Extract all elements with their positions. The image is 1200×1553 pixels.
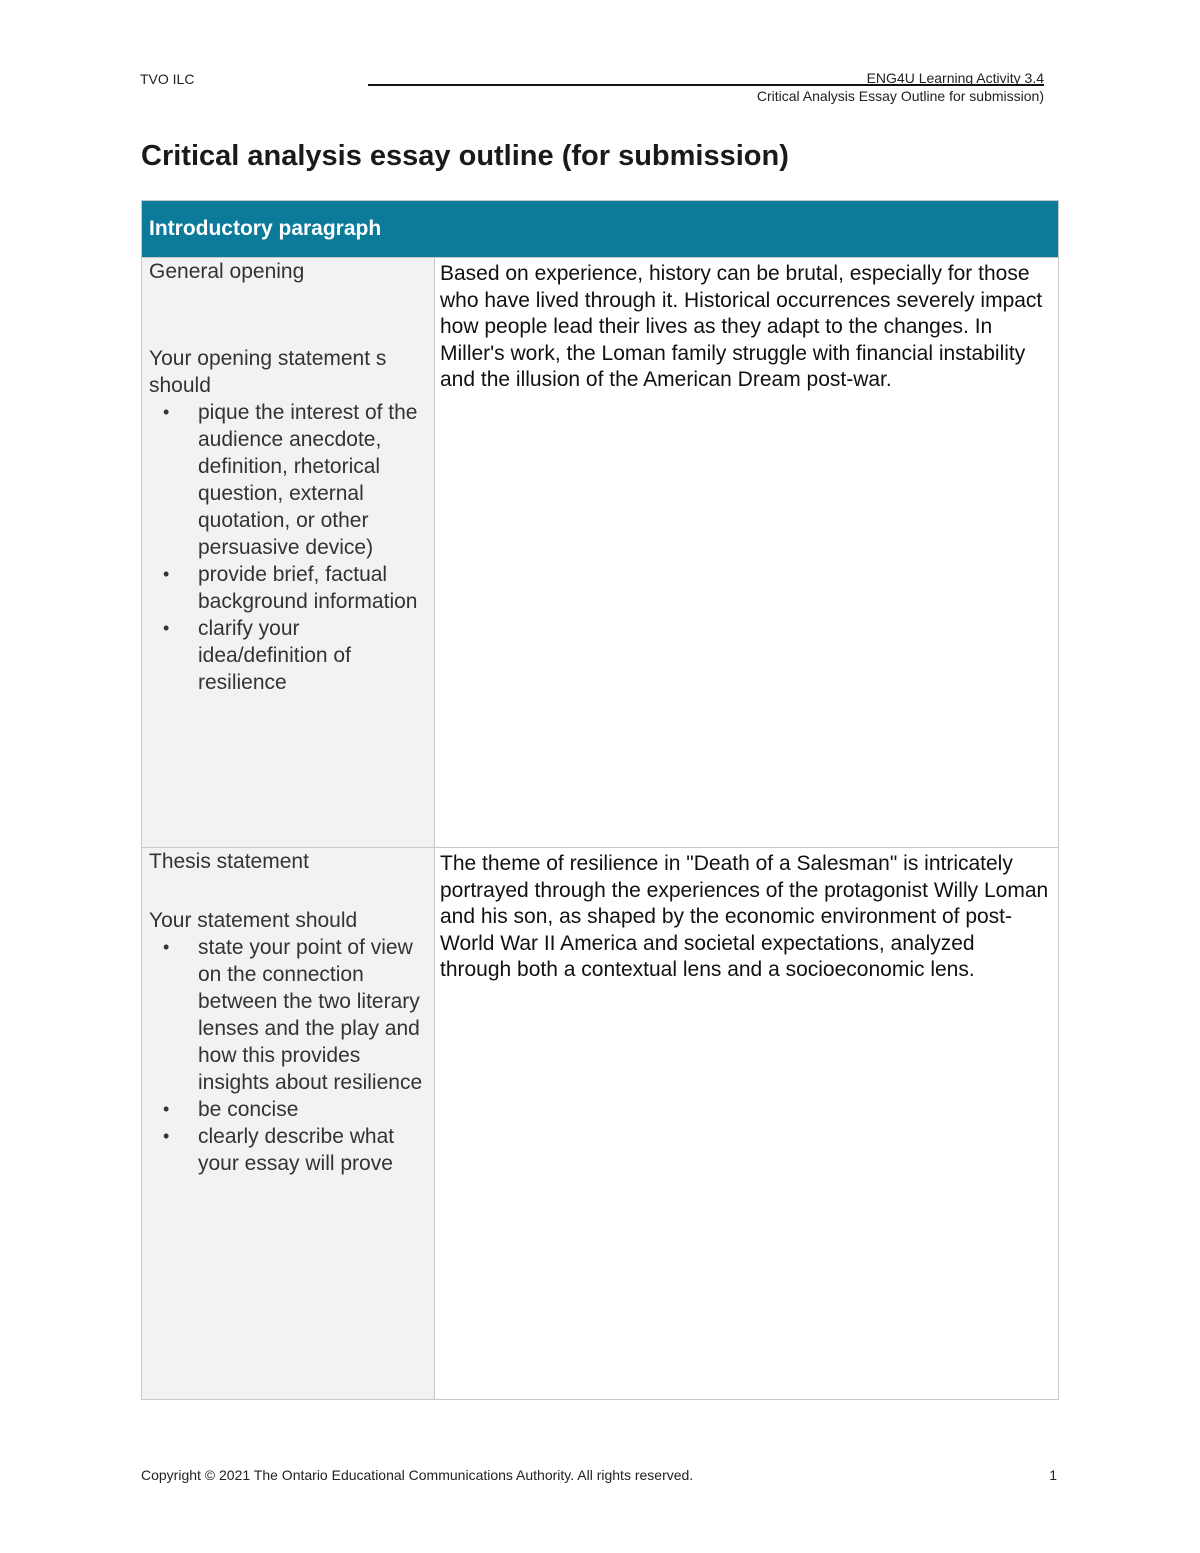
guidance-list [149,399,428,696]
footer-copyright: Copyright © 2021 The Ontario Educational Communications Authority. All rights reserved. [141,1467,694,1483]
footer-page-number: 1 [1049,1467,1057,1483]
bullet-icon: • [163,618,170,638]
list-item: • clearly describe what your essay will prove [163,1125,395,1175]
table-row [142,848,1059,1400]
bullet-icon: • [163,1126,170,1146]
bullet-icon: • [163,564,170,584]
list-item: • provide brief, factual background information [163,563,418,613]
guidance-text: Your opening statement s should [149,347,387,397]
row-label: Thesis statement [149,850,309,873]
header-org-name: TVO ILC [140,71,195,87]
response-cell-general-opening[interactable]: Based on experience, history can be brutal, especially for those who have lived through it. Historical occurrences severely impact how people lead their lives as they adapt to the changes. In Miller's work, the Loman family struggle with financial instability and the illusion of the American Dream post-war. [435,258,1059,848]
page-title: Critical analysis essay outline (for submission) [141,140,789,172]
prompt-cell-thesis-statement [142,848,435,1400]
bullet-icon: • [163,1099,170,1119]
header-course-info [757,69,1044,105]
list-item: • be concise [163,1098,299,1121]
list-item: • clarify your idea/definition of resilience [163,617,351,694]
section-header-introductory: Introductory paragraph [142,201,1059,258]
bullet-icon: • [163,402,170,422]
prompt-cell-general-opening [142,258,435,848]
guidance-text: Your statement should [149,909,358,932]
list-item: • pique the interest of the audience anecdote, definition, rhetorical question, external quotation, or other persuasive device) [163,401,418,559]
guidance-list [149,934,428,1177]
table-row [142,258,1059,848]
outline-table [141,200,1059,1400]
row-label: General opening [149,260,305,283]
list-item: • state your point of view on the connection between the two literary lenses and the play and how this provides insights about resilience [163,936,423,1094]
response-cell-thesis-statement[interactable]: The theme of resilience in "Death of a Salesman" is intricately portrayed through the experiences of the protagonist Willy Loman and his son, as shaped by the economic environment of post-World War II America and societal expectations, analyzed through both a contextual lens and a socioeconomic lens. [435,848,1059,1400]
header-activity: ENG4U Learning Activity 3.4 [866,70,1044,86]
header-subtitle: Critical Analysis Essay Outline for submission) [756,88,1044,104]
bullet-icon: • [163,937,170,957]
